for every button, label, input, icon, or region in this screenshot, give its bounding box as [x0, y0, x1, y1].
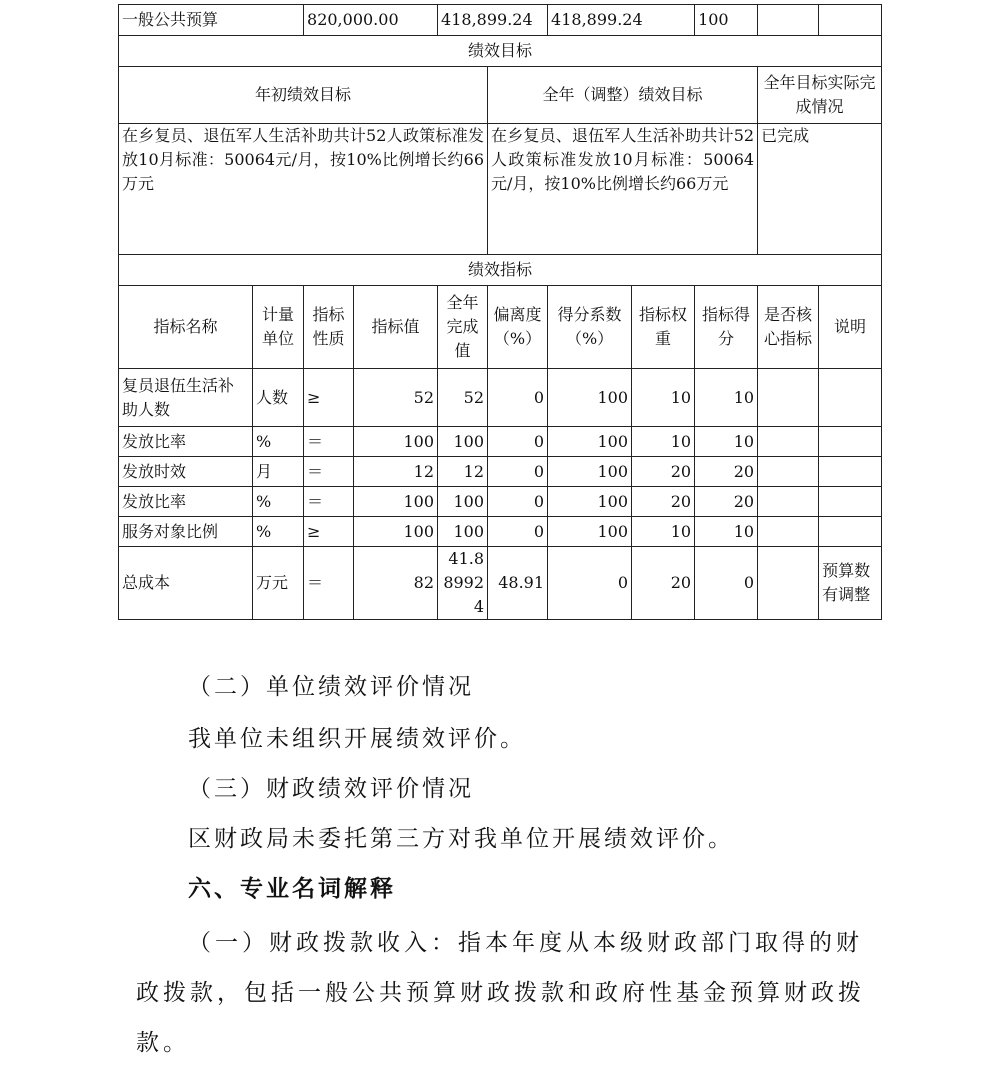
term-label: （一）财政拨款收入：	[188, 930, 458, 956]
indicator-note: 预算数有调整	[819, 547, 882, 620]
indicator-score: 20	[695, 487, 758, 517]
indicator-coefficient: 100	[548, 517, 632, 547]
goals-col-adjusted: 全年（调整）绩效目标	[488, 67, 758, 124]
table-row	[119, 427, 882, 457]
indicators-section-title: 绩效指标	[119, 255, 882, 286]
goals-col-actual: 全年目标实际完成情况	[758, 67, 882, 124]
indicator-actual: 100	[438, 517, 488, 547]
indicator-unit: %	[253, 487, 304, 517]
indicator-weight: 20	[632, 487, 695, 517]
indicator-weight: 10	[632, 427, 695, 457]
indicator-name: 复员退伍生活补助人数	[119, 369, 253, 427]
indicator-coefficient: 100	[548, 427, 632, 457]
indicator-target: 100	[354, 517, 438, 547]
indicator-actual: 52	[438, 369, 488, 427]
indicator-score: 20	[695, 457, 758, 487]
heading-unit-evaluation: （二）单位绩效评价情况	[188, 674, 474, 700]
indicator-note	[819, 487, 882, 517]
indicator-note	[819, 517, 882, 547]
indicator-core	[758, 517, 819, 547]
indicator-core	[758, 457, 819, 487]
table-row	[119, 547, 882, 620]
indicator-score: 10	[695, 427, 758, 457]
goals-initial-text: 在乡复员、退伍军人生活补助共计52人政策标准发放10月标准：50064元/月，按10%比例增长约66万元	[119, 124, 488, 255]
indicator-deviation: 0	[488, 517, 548, 547]
indicator-actual: 12	[438, 457, 488, 487]
budget-value-2: 418,899.24	[438, 5, 548, 36]
indicator-target: 82	[354, 547, 438, 620]
indicator-nature: ≥	[304, 369, 354, 427]
indicator-unit: 人数	[253, 369, 304, 427]
paragraph-finance-evaluation: 区财政局未委托第三方对我单位开展绩效评价。	[188, 826, 734, 852]
goals-section-title: 绩效目标	[119, 36, 882, 67]
budget-value-6	[819, 5, 882, 36]
heading-terms: 六、专业名词解释	[188, 875, 396, 902]
indicator-nature: ＝	[304, 427, 354, 457]
heading-finance-evaluation: （三）财政绩效评价情况	[188, 776, 474, 802]
performance-table-wrapper	[118, 4, 882, 620]
indicator-unit: %	[253, 427, 304, 457]
indicator-weight: 20	[632, 457, 695, 487]
budget-row	[119, 5, 882, 36]
goals-col-initial: 年初绩效目标	[119, 67, 488, 124]
table-row	[119, 487, 882, 517]
indicator-unit: 月	[253, 457, 304, 487]
indicator-target: 100	[354, 427, 438, 457]
indicator-actual: 100	[438, 487, 488, 517]
budget-value-3: 418,899.24	[548, 5, 695, 36]
indicator-note	[819, 457, 882, 487]
indicator-target: 12	[354, 457, 438, 487]
header-cell: 指标名称	[119, 286, 253, 369]
indicator-coefficient: 100	[548, 369, 632, 427]
indicator-score: 0	[695, 547, 758, 620]
goals-adjusted-text: 在乡复员、退伍军人生活补助共计52人政策标准发放10月标准：50064元/月，按10%比例增长约66万元	[488, 124, 758, 255]
indicators-header-row	[119, 286, 882, 369]
budget-label: 一般公共预算	[119, 5, 304, 36]
indicator-deviation: 48.91	[488, 547, 548, 620]
budget-value-4: 100	[695, 5, 758, 36]
indicator-name: 发放比率	[119, 427, 253, 457]
term-body: 指本年度从本级财政部门取得的财政拨款，包括一般公共预算财政拨款和政府性基金预算财政拨款。	[136, 930, 865, 1056]
table-row	[119, 457, 882, 487]
paragraph-unit-evaluation: 我单位未组织开展绩效评价。	[188, 726, 526, 752]
header-cell: 全年完成值	[438, 286, 488, 369]
indicator-core	[758, 547, 819, 620]
indicator-name: 发放时效	[119, 457, 253, 487]
table-row	[119, 517, 882, 547]
header-cell: 得分系数（%）	[548, 286, 632, 369]
indicator-actual: 41.889924	[438, 547, 488, 620]
indicator-note	[819, 427, 882, 457]
indicator-target: 52	[354, 369, 438, 427]
header-cell: 是否核心指标	[758, 286, 819, 369]
header-cell: 偏离度（%）	[488, 286, 548, 369]
budget-value-1: 820,000.00	[304, 5, 438, 36]
indicator-core	[758, 369, 819, 427]
indicator-unit: 万元	[253, 547, 304, 620]
header-cell: 指标得分	[695, 286, 758, 369]
indicator-core	[758, 487, 819, 517]
indicator-weight: 10	[632, 517, 695, 547]
budget-value-5	[758, 5, 819, 36]
header-cell: 计量单位	[253, 286, 304, 369]
indicator-actual: 100	[438, 427, 488, 457]
header-cell: 指标值	[354, 286, 438, 369]
indicator-score: 10	[695, 517, 758, 547]
header-cell: 指标性质	[304, 286, 354, 369]
indicator-deviation: 0	[488, 369, 548, 427]
header-cell: 说明	[819, 286, 882, 369]
indicator-weight: 10	[632, 369, 695, 427]
performance-table	[118, 4, 882, 620]
indicator-deviation: 0	[488, 457, 548, 487]
indicator-coefficient: 100	[548, 487, 632, 517]
goals-actual-text: 已完成	[758, 124, 882, 255]
indicator-weight: 20	[632, 547, 695, 620]
header-cell: 指标权重	[632, 286, 695, 369]
indicator-name: 总成本	[119, 547, 253, 620]
indicator-nature: ＝	[304, 457, 354, 487]
indicator-note	[819, 369, 882, 427]
indicator-name: 发放比率	[119, 487, 253, 517]
indicator-deviation: 0	[488, 487, 548, 517]
indicator-score: 10	[695, 369, 758, 427]
indicator-nature: ＝	[304, 487, 354, 517]
indicator-coefficient: 0	[548, 547, 632, 620]
indicator-coefficient: 100	[548, 457, 632, 487]
term-definition-1	[136, 918, 882, 1068]
indicator-deviation: 0	[488, 427, 548, 457]
indicator-target: 100	[354, 487, 438, 517]
indicator-unit: %	[253, 517, 304, 547]
indicator-core	[758, 427, 819, 457]
table-row	[119, 369, 882, 427]
indicator-name: 服务对象比例	[119, 517, 253, 547]
indicator-nature: ＝	[304, 547, 354, 620]
indicator-nature: ≥	[304, 517, 354, 547]
